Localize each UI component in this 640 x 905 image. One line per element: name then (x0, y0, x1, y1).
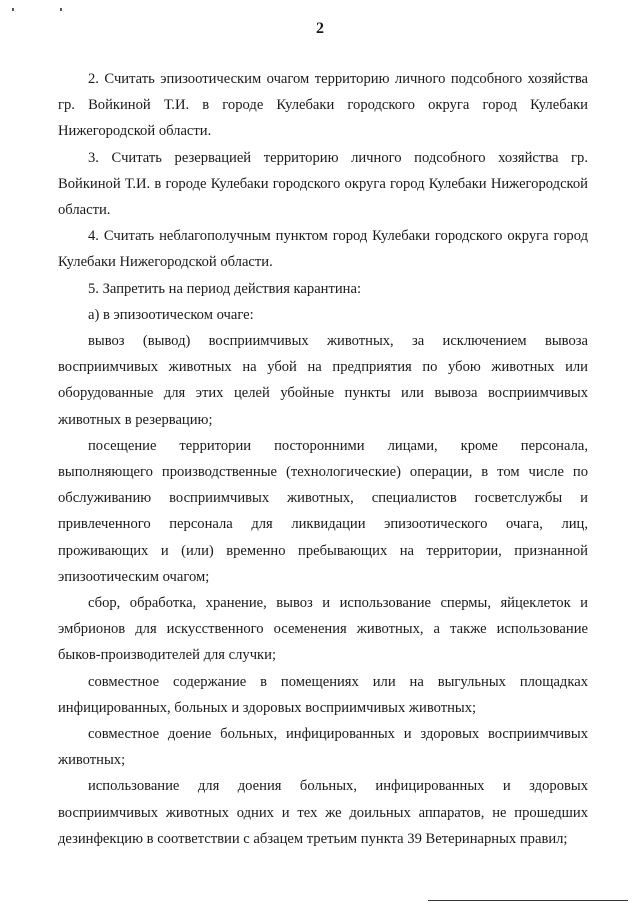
paragraph-item-3: 3. Считать резервацией территорию личного подсобного хозяйства гр. Войкиной Т.И. в городе Кулебаки городского округа город Кулебаки Нижегородской области. (58, 149, 588, 219)
paragraph-joint-milking-ban: совместное доение больных, инфицированных и здоровых восприимчивых животных; (58, 726, 588, 769)
paragraph-item-4: 4. Считать неблагополучным пунктом город Кулебаки городского округа город Кулебаки Нижегородской области. (58, 228, 588, 271)
document-body (58, 66, 588, 852)
paragraph-item-2: 2. Считать эпизоотическим очагом территорию личного подсобного хозяйства гр. Войкиной Т.И. в городе Кулебаки городского округа город Кулебаки Нижегородской области. (58, 71, 588, 140)
paragraph-subitem-a: а) в эпизоотическом очаге: (88, 306, 254, 323)
paragraph-visit-ban: посещение территории посторонними лицами, кроме персонала, выполняющего производственные (технологические) операции, в том числе по обслуживанию восприимчивых животных, специалистов госветслужбы и привлеченного персонала для ликвидации эпизоотического очага, лиц, проживающих и (или) временно пребывающих на территории, признанной эпизоотическим очагом; (58, 437, 588, 585)
paragraph-milking-equipment-ban: использование для доения больных, инфицированных и здоровых восприимчивых животных одних и тех же доильных аппаратов, не прошедших дезинфекцию в соответствии с абзацем третьим пункта 39 Ветеринарных правил; (58, 778, 588, 847)
paragraph-joint-keeping-ban: совместное содержание в помещениях или на выгульных площадках инфицированных, больных и здоровых восприимчивых животных; (58, 673, 588, 716)
paragraph-item-5: 5. Запретить на период действия карантина: (88, 280, 362, 297)
page-number: 2 (316, 20, 324, 37)
paragraph-semen-ban: сбор, обработка, хранение, вывоз и использование спермы, яйцеклеток и эмбрионов для искусственного осеменения животных, а также использование быков-производителей для случки; (58, 595, 588, 664)
scan-artifact (60, 8, 62, 11)
bottom-rule (428, 900, 628, 901)
paragraph-export-ban: вывоз (вывод) восприимчивых животных, за исключением вывоза восприимчивых животных на убой на предприятия по убою животных или оборудованные для этих целей убойные пункты или вывоза восприимчивых животных в резервацию; (58, 333, 588, 428)
scan-artifact (12, 8, 14, 11)
